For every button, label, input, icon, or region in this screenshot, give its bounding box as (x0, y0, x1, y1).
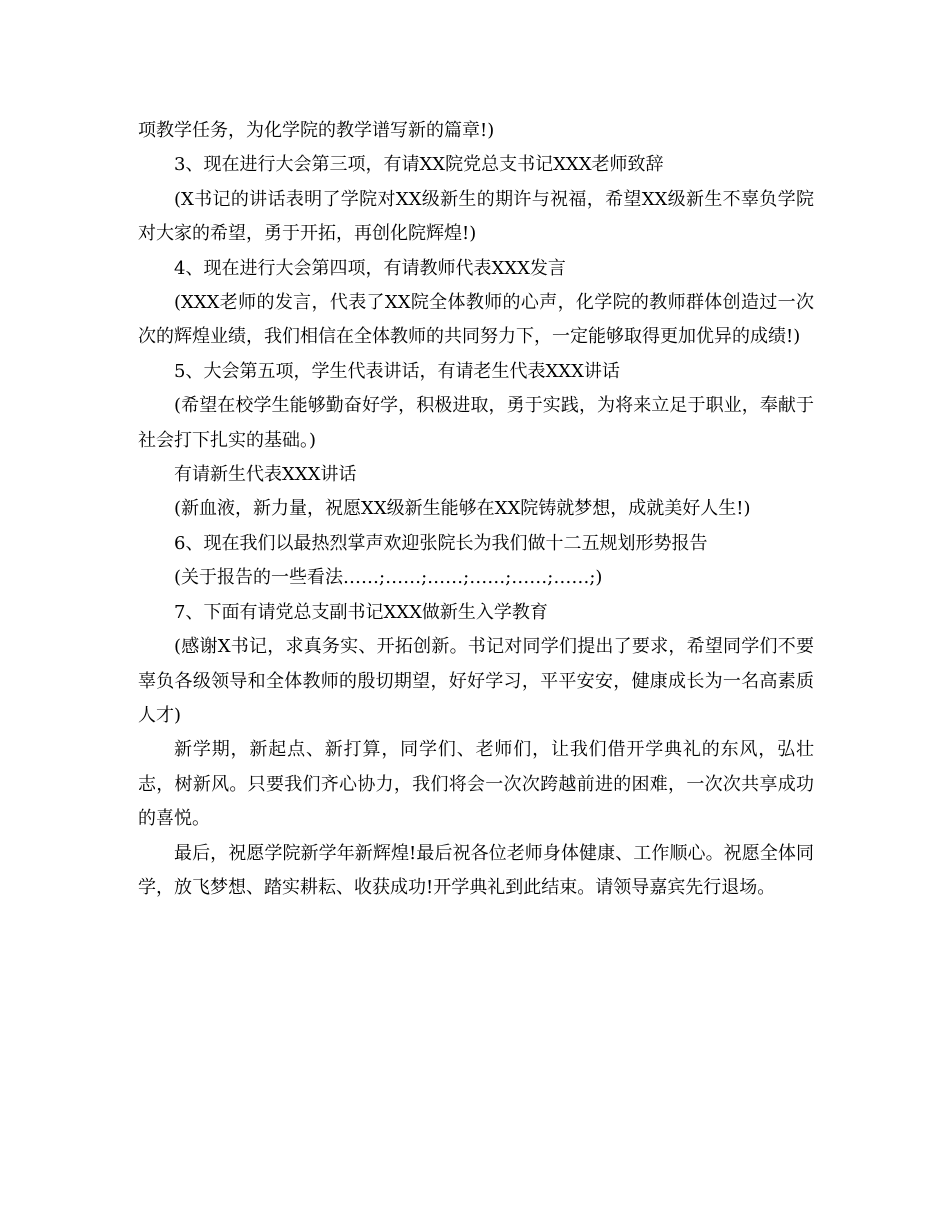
closing-paragraph-2: 最后，祝愿学院新学年新辉煌!最后祝各位老师身体健康、工作顺心。祝愿全体同学，放飞梦想、踏实耕耘、收获成功!开学典礼到此结束。请领导嘉宾先行退场。 (138, 842, 814, 898)
agenda-comment-3: (X书记的讲话表明了学院对XX级新生的期许与祝福，希望XX级新生不辜负学院对大家的希望，勇于开拓，再创化院辉煌!) (138, 188, 814, 245)
agenda-item-5: 5、大会第五项，学生代表讲话，有请老生代表XXX讲话 (174, 360, 620, 382)
agenda-item-6: 6、现在我们以最热烈掌声欢迎张院长为我们做十二五规划形势报告 (174, 532, 708, 554)
paragraph-continuation: 项教学任务，为化学院的教学谱写新的篇章!) (138, 120, 495, 141)
agenda-comment-7: (感谢X书记，求真务实、开拓创新。书记对同学们提出了要求，希望同学们不要辜负各级领导和全体教师的殷切期望，好好学习，平平安安，健康成长为一名高素质人才) (138, 636, 814, 726)
agenda-item-3: 3、现在进行大会第三项，有请XX院党总支书记XXX老师致辞 (174, 154, 664, 176)
agenda-comment-5-freshman: (新血液，新力量，祝愿XX级新生能够在XX院铸就梦想，成就美好人生!) (174, 498, 751, 520)
agenda-item-7: 7、下面有请党总支副书记XXX做新生入学教育 (174, 601, 548, 623)
agenda-item-5-freshman: 有请新生代表XXX讲话 (174, 464, 357, 486)
closing-paragraph-1: 新学期，新起点、新打算，同学们、老师们，让我们借开学典礼的东风，弘壮志，树新风。只要我们齐心协力，我们将会一次次跨越前进的困难，一次次共享成功的喜悦。 (138, 739, 814, 830)
document-body (138, 114, 814, 905)
agenda-item-4: 4、现在进行大会第四项，有请教师代表XXX发言 (174, 257, 566, 279)
agenda-comment-6: (关于报告的一些看法……;……;……;……;……;……;) (174, 567, 603, 589)
agenda-comment-5: (希望在校学生能够勤奋好学，积极进取，勇于实践，为将来立足于职业，奉献于社会打下扎实的基础。) (138, 395, 814, 451)
agenda-comment-4: (XXX老师的发言，代表了XX院全体教师的心声，化学院的教师群体创造过一次次的辉煌业绩，我们相信在全体教师的共同努力下，一定能够取得更加优异的成绩!) (138, 292, 814, 348)
